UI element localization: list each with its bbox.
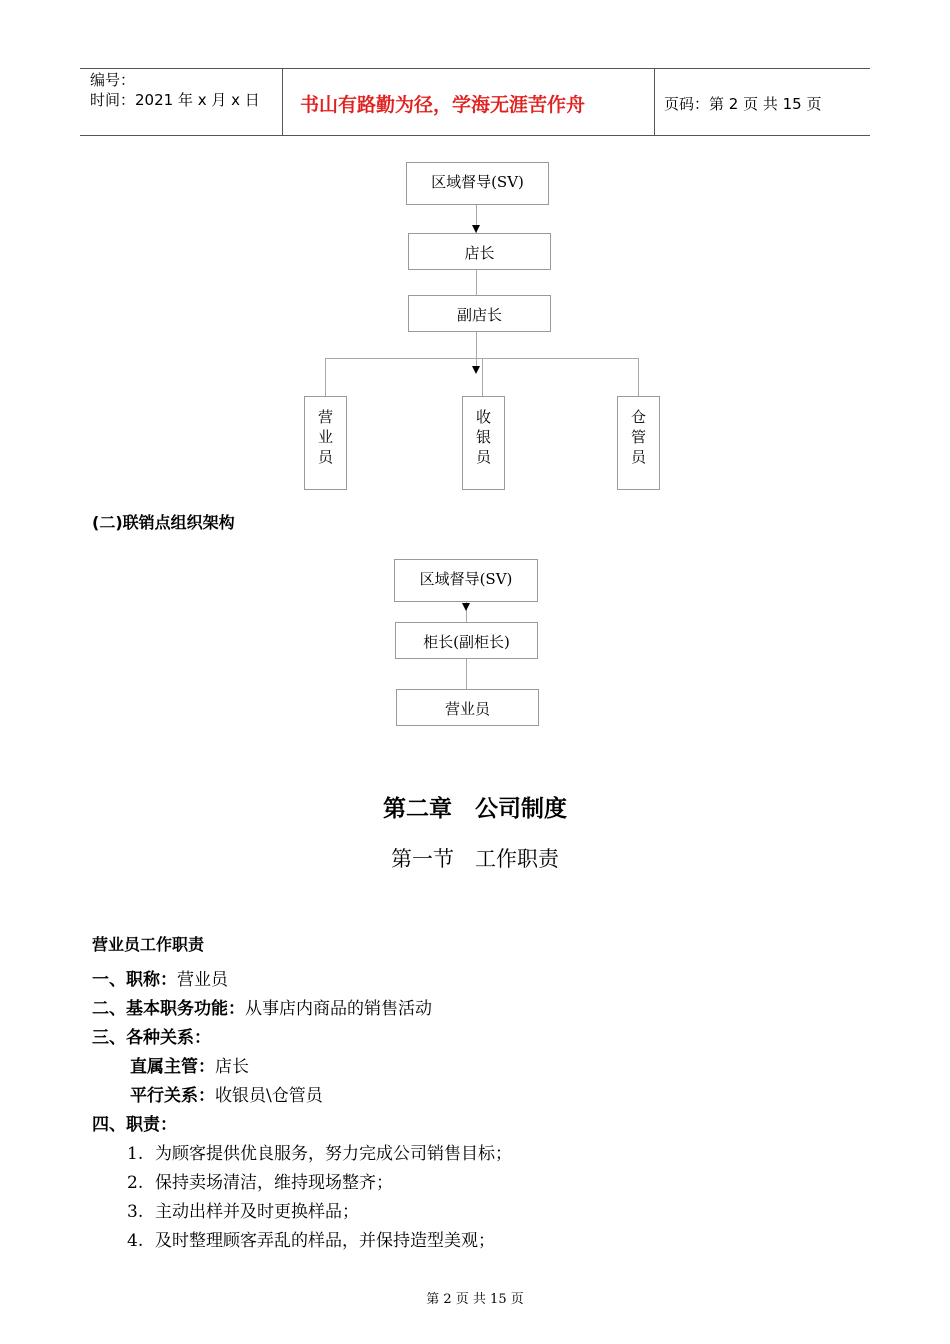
relation-item: [130, 1084, 323, 1108]
relation-key: 直属主管：: [130, 1057, 215, 1077]
relation-item: [130, 1055, 249, 1079]
org-box-counter-manager: 柜长(副柜长): [395, 622, 538, 659]
header-bottom-border: [80, 135, 870, 136]
section-label: (二)联销点组织架构: [92, 513, 235, 532]
header-divider: [282, 68, 283, 136]
duty-number: 1.: [127, 1144, 144, 1164]
org-char: 收: [475, 408, 491, 426]
header-top-border: [80, 68, 870, 69]
chapter-title: 第二章 公司制度: [383, 796, 567, 822]
header-motto: 书山有路勤为径，学海无涯苦作舟: [300, 94, 586, 116]
job-item-value: 从事店内商品的销售活动: [245, 999, 432, 1019]
header-divider: [654, 68, 655, 136]
job-item-key: 二、基本职务功能：: [92, 999, 245, 1019]
relation-value: 店长: [215, 1057, 249, 1077]
duties-key: 四、职责：: [92, 1115, 177, 1135]
org-box-cashier: [462, 396, 505, 490]
org-connector: [476, 332, 477, 369]
duty-number: 2.: [127, 1173, 144, 1193]
org-char: 银: [475, 428, 491, 446]
page-footer: 第 2 页 共 15 页: [426, 1292, 524, 1307]
job-title: 营业员工作职责: [92, 935, 205, 954]
section-title: 第一节 工作职责: [391, 847, 559, 871]
header-code-label: 编号：: [90, 71, 136, 89]
arrow-down-icon: [462, 603, 470, 611]
org-box-supervisor: 区域督导(SV): [406, 162, 549, 205]
duty-item: [127, 1142, 512, 1166]
org-char: 员: [630, 448, 646, 466]
relation-value: 收银员\仓管员: [215, 1086, 323, 1106]
org-connector: [325, 358, 326, 396]
header-page-info: 页码：第 2 页 共 15 页: [664, 95, 822, 113]
job-item: [92, 968, 228, 992]
arrow-down-icon: [472, 225, 480, 233]
org-connector: [466, 659, 467, 689]
job-item: [92, 1026, 211, 1050]
duty-text: 及时整理顾客弄乱的样品，并保持造型美观；: [155, 1231, 495, 1251]
org-box-store-manager: 店长: [408, 233, 551, 270]
duty-number: 4.: [127, 1231, 144, 1251]
org-char: 业: [317, 428, 333, 446]
job-item: [92, 997, 432, 1021]
duty-item: [127, 1229, 495, 1253]
org-char: 员: [317, 448, 333, 466]
duties-heading: [92, 1113, 177, 1137]
duty-text: 主动出样并及时更换样品；: [155, 1202, 359, 1222]
org-connector: [476, 270, 477, 295]
duty-text: 保持卖场清洁，维持现场整齐；: [155, 1173, 393, 1193]
org-char: 仓: [630, 408, 646, 426]
header-time-label: 时间：2021 年 x 月 x 日: [90, 91, 260, 109]
org-box-supervisor: 区域督导(SV): [394, 559, 538, 602]
org-box-sales: [304, 396, 347, 490]
arrow-down-icon: [472, 366, 480, 374]
job-item-key: 三、各种关系：: [92, 1028, 211, 1048]
org-connector: [638, 358, 639, 396]
duty-number: 3.: [127, 1202, 144, 1222]
duty-text: 为顾客提供优良服务，努力完成公司销售目标；: [155, 1144, 512, 1164]
job-item-value: 营业员: [177, 970, 228, 990]
org-box-deputy-manager: 副店长: [408, 295, 551, 332]
org-char: 员: [475, 448, 491, 466]
org-box-warehouse: [617, 396, 660, 490]
job-item-key: 一、职称：: [92, 970, 177, 990]
org-char: 营: [317, 408, 333, 426]
org-char: 管: [630, 428, 646, 446]
org-connector: [482, 358, 483, 396]
relation-key: 平行关系：: [130, 1086, 215, 1106]
org-box-sales: 营业员: [396, 689, 539, 726]
duty-item: [127, 1171, 393, 1195]
duty-item: [127, 1200, 359, 1224]
